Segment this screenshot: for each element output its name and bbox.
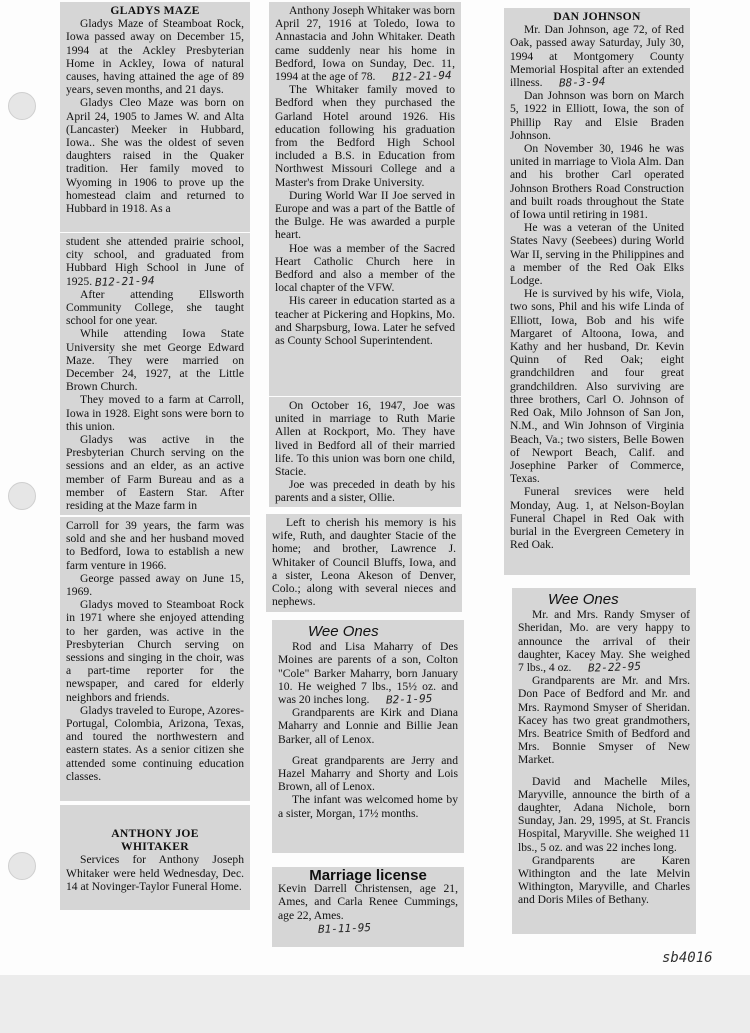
whitaker-notice-clipping — [60, 805, 250, 910]
whitaker-paragraph: Left to cherish his memory is his wife, Ruth, and daughter Stacie of the home; and brother, Lawrence J. Whitaker of Council Bluffs, Iowa, and a sister, Leona Akeson of Denver, Colo.; along with several nieces and nephews. — [272, 516, 456, 609]
whitaker-clipping-1 — [269, 2, 461, 396]
birth-notice-paragraph: David and Machelle Miles, Maryville, announce the birth of a daughter, Adana Nichole, born Sunday, Jan. 29, 1995, at St. Francis Hospital, Maryville. She weighed 11 lbs., 5 oz. and was 22 inches long. — [518, 774, 690, 854]
whitaker-clipping-3 — [266, 514, 462, 612]
maze-paragraph: Gladys traveled to Europe, Azores-Portugal, Colombia, Arizona, Texas, and toured the northwestern and eastern states. As a senior citizen she attended some continuing education classes. — [66, 703, 244, 783]
wee-ones-clipping-2 — [512, 588, 696, 934]
whitaker-paragraph: His career in education started as a teacher at Pickering and Hopkins, Mo. and Sharpsburg, Iowa. Later he sefved as County School Superintendent. — [275, 294, 455, 348]
maze-paragraph: George passed away on June 15, 1969. — [66, 571, 244, 599]
whitaker-notice-paragraph: Services for Anthony Joseph Whitaker were held Wednesday, Dec. 14 at Novinger-Taylor Funeral Home. — [66, 853, 244, 893]
catalog-number: sb4016 — [662, 950, 713, 966]
maze-paragraph: Gladys was active in the Presbyterian Church serving on the sessions and an elder, as an active member of Farm Bureau and as a member of Eastern Star. After residing at the Maze farm in — [66, 433, 244, 513]
johnson-paragraph: Funeral srevices were held Monday, Aug. 1, at Nelson-Boylan Funeral Chapel in Red Oak with burial in the Evergreen Cemetery in Red Oak. — [510, 485, 684, 552]
whitaker-paragraph: Hoe was a member of the Sacred Heart Catholic Church here in Bedford and also a member of the local chapter of the VFW. — [275, 241, 455, 295]
whitaker-paragraph: During World War II Joe served in Europe and was a part of the Battle of the Bulge. He was awarded a purple heart. — [275, 188, 455, 242]
marriage-license-heading: Marriage license — [309, 867, 427, 884]
johnson-clipping — [504, 8, 690, 575]
handwritten-date: B1-11-95 — [317, 920, 372, 936]
maze-clipping-1 — [60, 2, 250, 232]
johnson-paragraph: He is survived by his wife, Viola, two sons, Phil and his wife Linda of Elliott, Iowa, Bob and his wife Margaret of Altoona, Iowa, and Kathy and her husband, Dr. Kevin Quinn of Red Oak; eight grandchildren and four great grandchildren. Also surviving are three brothers, Carl O. Johnson of Red Oak, Milo Johnson of San Jon, N.M., and Win Johnson of Virginia Beach, Va.; two sisters, Belle Bowen of Newport Beach, Calif. and Josephine Parker of Commerce, Texas. — [510, 287, 684, 486]
marriage-license-clipping — [272, 867, 464, 947]
whitaker-clipping-2 — [269, 397, 461, 507]
birth-notice-paragraph: Mr. and Mrs. Randy Smyser of Sheridan, Mo. are very happy to announce the arrival of their daughter, Kacey May. She weighed 7 lbs., 4 oz. B2-22-95 — [518, 608, 690, 675]
marriage-license-paragraph: Kevin Darrell Christensen, age 21, Ames, and Carla Renee Cummings, age 22, Ames. — [278, 882, 458, 922]
whitaker-paragraph: The Whitaker family moved to Bedford when they purchased the Garland Hotel around 1926. His education following his graduation from the Bedford High School included a B.S. in Education from Northwest Missouri College and a Master's from Drake University. — [275, 83, 455, 189]
johnson-paragraph: Dan Johnson was born on March 5, 1922 in Elliott, Iowa, the son of Phillip Ray and Elsie Braden Johnson. — [510, 89, 684, 142]
handwritten-date: B12-21-94 — [94, 273, 155, 289]
johnson-paragraph: Mr. Dan Johnson, age 72, of Red Oak, passed away Saturday, July 30, 1994 at Montgomery County Memorial Hospital after an extended illness. B8-3-94 — [510, 23, 684, 90]
johnson-paragraph: On November 30, 1946 he was united in marriage to Viola Alm. Dan and his brother Carl operated Johnson Brothers Road Construction and built roads throughout the State of Iowa until retiring in 1981. — [510, 142, 684, 222]
wee-ones-clipping-1 — [272, 620, 464, 853]
maze-paragraph: Gladys Maze of Steamboat Rock, Iowa passed away on December 15, 1994 at the Ackley Presbyterian Home in Ackley, Iowa of natural causes, having attained the age of 89 years, seven months, and 21 days. — [66, 17, 244, 97]
maze-clipping-3 — [60, 517, 250, 801]
birth-notice-paragraph: Rod and Lisa Maharry of Des Moines are parents of a son, Colton "Cole" Barker Maharry, born January 10. He weighed 7 lbs., 15½ oz. and was 20 inches long. B2-1-95 — [278, 640, 458, 707]
handwritten-date: B12-21-94 — [392, 68, 453, 84]
handwritten-date: B2-1-95 — [386, 691, 433, 707]
whitaker-paragraph: On October 16, 1947, Joe was united in marriage to Ruth Marie Allen at Rockport, Mo. They have lived in Bedford all of their married life. To this union was born one child, Stacie. — [275, 399, 455, 479]
binder-hole — [8, 482, 36, 510]
birth-notice-paragraph: Grandparents are Mr. and Mrs. Don Pace of Bedford and Mr. and Mrs. Raymond Smyser of Sheridan. Kacey has two great grandmothers, Mrs. Beatrice Smith of Bedford and Mrs. Bonnie Smyser of New Market. — [518, 674, 690, 767]
johnson-paragraph: He was a veteran of the United States Navy (Seebees) during World War II, serving in the Philippines and a member of the Red Oak Elks Lodge. — [510, 221, 684, 288]
maze-paragraph: Carroll for 39 years, the farm was sold and she and her husband moved to Bedford, Iowa to establish a new farm venture in 1966. — [66, 519, 244, 572]
birth-notice-paragraph: The infant was welcomed home by a sister, Morgan, 17½ months. — [278, 793, 458, 820]
whitaker-paragraph: Anthony Joseph Whitaker was born April 27, 1916 at Toledo, Iowa to Annastacia and John Whitaker. Death came suddenly near his home in Bedford, Iowa on Sunday, Dec. 11, 1994 at the age of 78. B12-21-94 — [275, 4, 455, 84]
maze-title: GLADYS MAZE — [110, 4, 200, 17]
maze-paragraph: They moved to a farm at Carroll, Iowa in 1928. Eight sons were born to this union. — [66, 393, 244, 433]
maze-paragraph: student she attended prairie school, city school, and graduated from Hubbard High School in June of 1925. B12-21-94 — [66, 235, 244, 289]
maze-paragraph: After attending Ellsworth Community College, she taught school for one year. — [66, 287, 244, 328]
maze-paragraph: While attending Iowa State University she met George Edward Maze. They were married on December 24, 1927, at the Little Brown Church. — [66, 327, 244, 394]
handwritten-date: B2-22-95 — [588, 659, 642, 675]
wee-ones-heading: Wee Ones — [548, 591, 619, 608]
whitaker-notice-title: WHITAKER — [121, 840, 189, 854]
binder-hole — [8, 852, 36, 880]
birth-notice-paragraph: Grandparents are Karen Withington and the late Melvin Withington, Maryville, and Charles and Doris Miles of Bethany. — [518, 853, 690, 907]
whitaker-paragraph: Joe was preceded in death by his parents and a sister, Ollie. — [275, 478, 455, 505]
wee-ones-heading: Wee Ones — [308, 623, 379, 640]
birth-notice-paragraph: Grandparents are Kirk and Diana Maharry and Lonnie and Billie Jean Barker, all of Lenox. — [278, 706, 458, 746]
johnson-title: DAN JOHNSON — [553, 10, 641, 23]
maze-clipping-2 — [60, 233, 250, 515]
handwritten-date: B8-3-94 — [559, 74, 607, 90]
whitaker-notice-title: ANTHONY JOE — [111, 827, 199, 840]
birth-notice-paragraph: Great grandparents are Jerry and Hazel Maharry and Shorty and Lois Brown, all of Lenox. — [278, 753, 458, 794]
maze-paragraph: Gladys Cleo Maze was born on April 24, 1905 to James W. and Alta (Lancaster) Meeker in Hubbard, Iowa.. She was the oldest of seven daughters raised in the Quaker tradition. Her family moved to Wyoming in 1906 to prove up the homestead claim and returned to Hubbard in 1918. As a — [66, 96, 244, 216]
binder-hole — [8, 92, 36, 120]
maze-paragraph: Gladys moved to Steamboat Rock in 1971 where she enjoyed attending to her garden, was active in the Presbyterian Church serving on sessions and singing in the choir, was a part-time reporter for the newspaper, and cared for elderly neighbors and friends. — [66, 598, 244, 704]
